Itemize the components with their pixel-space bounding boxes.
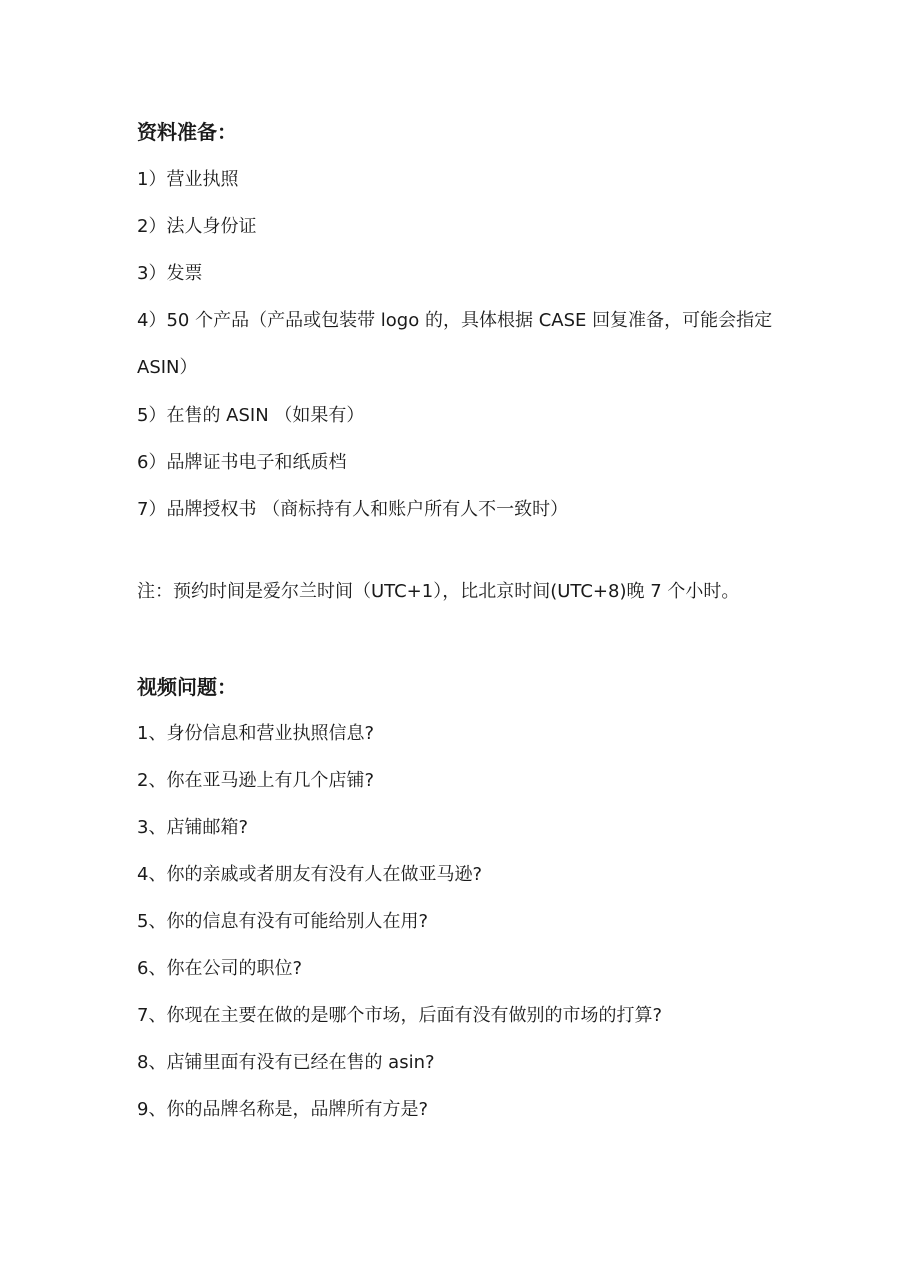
question-item: 5、你的信息有没有可能给别人在用? bbox=[137, 911, 429, 932]
question-item: 3、店铺邮箱? bbox=[137, 817, 249, 838]
material-item: 6）品牌证书电子和纸质档 bbox=[137, 452, 347, 473]
material-item: 5）在售的 ASIN （如果有） bbox=[137, 405, 365, 426]
material-item: 4）50 个产品（产品或包装带 logo 的，具体根据 CASE 回复准备，可能会指定 bbox=[137, 310, 773, 331]
material-item: 2）法人身份证 bbox=[137, 216, 257, 237]
question-item: 2、你在亚马逊上有几个店铺? bbox=[137, 770, 375, 791]
material-item: 3）发票 bbox=[137, 263, 203, 284]
question-item: 9、你的品牌名称是，品牌所有方是? bbox=[137, 1099, 429, 1120]
materials-heading: 资料准备： bbox=[137, 120, 237, 144]
question-item: 4、你的亲戚或者朋友有没有人在做亚马逊? bbox=[137, 864, 483, 885]
timezone-note: 注：预约时间是爱尔兰时间（UTC+1），比北京时间(UTC+8)晚 7 个小时。 bbox=[137, 581, 740, 602]
question-item: 8、店铺里面有没有已经在售的 asin? bbox=[137, 1052, 435, 1073]
question-item: 6、你在公司的职位? bbox=[137, 958, 303, 979]
question-item: 1、身份信息和营业执照信息? bbox=[137, 723, 375, 744]
material-item: 1）营业执照 bbox=[137, 169, 239, 190]
video-questions-heading: 视频问题： bbox=[137, 675, 237, 699]
material-item-continuation: ASIN） bbox=[137, 357, 198, 378]
material-item: 7）品牌授权书 （商标持有人和账户所有人不一致时） bbox=[137, 499, 569, 520]
question-item: 7、你现在主要在做的是哪个市场，后面有没有做别的市场的打算? bbox=[137, 1005, 663, 1026]
